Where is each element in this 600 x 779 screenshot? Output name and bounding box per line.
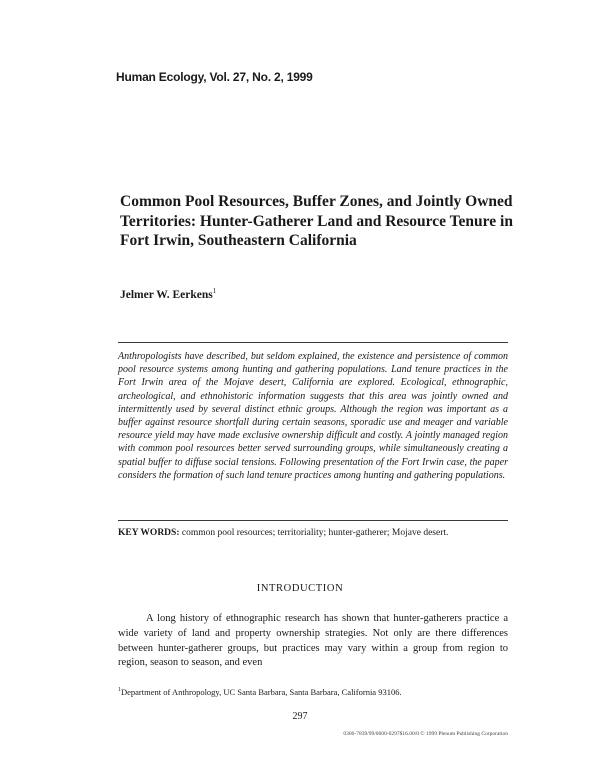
article-title: Common Pool Resources, Buffer Zones, and Jointly Owned Territories: Hunter-Gatherer Land and Resource Tenure in Fort Irwin, Southeastern California	[120, 193, 513, 249]
keywords	[118, 528, 508, 538]
author-name: Jelmer W. Eerkens	[120, 288, 213, 301]
page-number: 297	[292, 711, 308, 722]
footnote	[118, 687, 508, 697]
abstract: Anthropologists have described, but seldom explained, the existence and persistence of common pool resource systems among hunting and gathering populations. Land tenure practices in the Fort Irwin area of the Mojave desert, California are explored. Ecological, ethnographic, archeological, and ethnohistoric information suggests that this area was jointly owned and intermittently used by several distinct ethnic groups. Although the region was important as a buffer against resource shortfall during certain seasons, sporadic use and meager and variable resource yield may have made exclusive ownership difficult and costly. A jointly managed region with common pool resources better served surrounding groups, while simultaneously creating a spatial buffer to diffuse social tensions. Following presentation of the Fort Irwin case, the paper considers the formation of such land tenure practices among hunting and gathering populations.	[118, 351, 508, 481]
author-footnote-mark: 1	[212, 287, 217, 295]
journal-citation: Human Ecology, Vol. 27, No. 2, 1999	[116, 70, 313, 84]
footnote-mark: 1	[118, 687, 121, 694]
author-line	[120, 287, 216, 301]
abstract-bottom-rule	[118, 520, 508, 521]
copyright-line: 0300-7839/99/0600-0297$16.00/0 © 1999 Plenum Publishing Corporation	[343, 731, 508, 737]
footnote-text: Department of Anthropology, UC Santa Barbara, Santa Barbara, California 93106.	[121, 687, 402, 697]
section-heading-introduction: INTRODUCTION	[256, 583, 344, 594]
keywords-label: KEY WORDS:	[118, 528, 180, 538]
keywords-text: common pool resources; territoriality; hunter-gatherer; Mojave desert.	[181, 528, 449, 538]
introduction-paragraph: A long history of ethnographic research has shown that hunter-gatherers practice a wide variety of land and property ownership strategies. Not only are there differences between hunter-gatherer groups, but practices may vary within a group from region to region, season to season, and even	[118, 613, 508, 669]
abstract-top-rule	[118, 342, 508, 343]
